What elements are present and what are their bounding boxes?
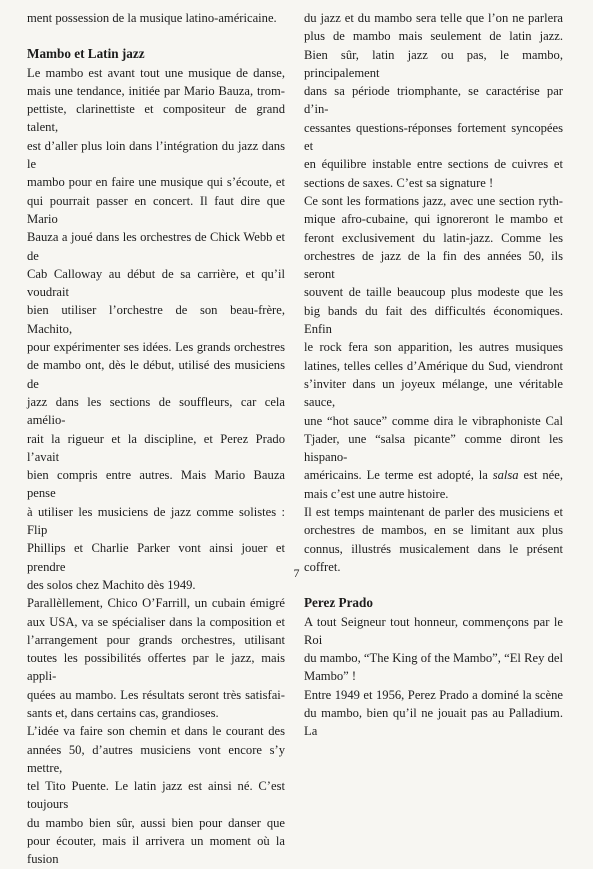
text-line: pour écouter, mais il arrivera un moment où la fusion	[27, 834, 285, 867]
text-line: jazz dans les sections de souffleurs, car cela amélio-	[27, 394, 285, 428]
text-line: latines, telles celles d’Amérique du Sud, viendront	[304, 358, 563, 373]
text-line: Il est temps maintenant de parler des musiciens et	[304, 505, 563, 520]
left-column	[27, 9, 285, 869]
text-line: coffret.	[304, 559, 341, 574]
italic-salsa: salsa	[492, 468, 519, 483]
paragraph	[27, 64, 285, 595]
text-line: Phillips et Charlie Parker vont ainsi jouer et prendre	[27, 541, 285, 574]
text-line: du mambo bien sûr, aussi bien pour danser que	[27, 815, 285, 830]
text-line: toutes les possibilités offertes par le jazz, mais appli-	[27, 651, 285, 684]
text-line: orchestres de mambos, en se limitant aux plus	[304, 523, 563, 538]
paragraph	[304, 9, 563, 192]
text-line: feront exclusivement du latin-jazz. Comme les	[304, 230, 563, 245]
text-line: plus de mambo mais seulement de latin jazz.	[304, 29, 563, 44]
text-line: Bien sûr, latin jazz ou pas, le mambo, principalement	[304, 47, 563, 80]
text-line: dans sa période triomphante, se caractérise par d’in-	[304, 84, 563, 117]
text-line: l’arrangement pour grands orchestres, utilisant	[27, 632, 285, 647]
section-heading-perez-prado: Perez Prado	[304, 595, 373, 611]
text-line: des solos chez Machito dès 1949.	[27, 577, 196, 592]
text-line: sections de saxes. C’est sa signature !	[304, 175, 494, 190]
text-line: est d’aller plus loin dans l’intégration du jazz dans le	[27, 138, 285, 172]
text-line: en équilibre instable entre sections de cuivres et	[304, 157, 563, 172]
text-line: tel Tito Puente. Le latin jazz est ainsi né. C’est toujours	[27, 779, 285, 812]
text-line: quées au mambo. Les résultats seront très satisfai-	[27, 687, 285, 702]
text-line: connus, illustrés musicalement dans le présent	[304, 541, 563, 556]
text-line: mambo pour en faire une musique qui s’écoute, et	[27, 175, 285, 190]
text-line: du jazz et du mambo sera telle que l’on ne parlera	[304, 11, 563, 25]
text-line: orchestres de jazz de la fin des années 50, ils seront	[304, 248, 563, 282]
text-line: Tjader, une “salsa picante” comme diront les hispano-	[304, 431, 563, 465]
text-line: souvent de taille beaucoup plus modeste que les	[304, 285, 563, 300]
right-column	[304, 9, 563, 741]
text-line: Ce sont les formations jazz, avec une section ryth-	[304, 193, 563, 208]
text-line: Entre 1949 et 1956, Perez Prado a dominé la scène	[304, 687, 563, 702]
text-line: à utiliser les musiciens de jazz comme solistes : Flip	[27, 504, 285, 538]
text-line: une “hot sauce” comme dira le vibraphoniste Cal	[304, 413, 563, 428]
text-line: Bauza a joué dans les orchestres de Chick Webb et de	[27, 230, 285, 263]
text-line: le rock fera son apparition, les autres musiques	[304, 340, 563, 355]
paragraph	[304, 613, 563, 686]
text-line: Parallèllement, Chico O’Farrill, un cubain émigré	[27, 596, 285, 611]
text-line: du mambo, bien qu’il ne jouait pas au Palladium. La	[304, 705, 563, 739]
section-heading-mambo-latin-jazz: Mambo et Latin jazz	[27, 46, 145, 62]
page-number: 7	[293, 566, 300, 580]
text-line: pettiste, clarinettiste et compositeur de grand talent,	[27, 102, 285, 135]
paragraph	[27, 594, 285, 722]
paragraph	[304, 686, 563, 741]
text-line: pour expérimenter ses idées. Les grands orchestres	[27, 340, 285, 355]
text-line: bien utiliser l’orchestre de son beau-frère, Machito,	[27, 303, 285, 336]
text-line: du mambo, “The King of the Mambo”, “El Rey del	[304, 651, 563, 666]
paragraph	[27, 722, 285, 868]
text-line: L’idée va faire son chemin et dans le courant des	[27, 724, 285, 739]
text-line: s’inviter dans un joyeux mélange, une véritable sauce,	[304, 376, 563, 410]
text-line: Mambo” !	[304, 669, 357, 684]
text-line: bien compris entre autres. Mais Mario Bauza pense	[27, 468, 285, 501]
text-line: A tout Seigneur tout honneur, commençons par le Roi	[304, 614, 563, 647]
text-line: sants et, dans certains cas, grandioses.	[27, 705, 219, 720]
text-line: big bands du fait des difficultés économiques. Enfin	[304, 303, 563, 337]
text-line: années 50, d’autres musiciens vont encore s’y mettre,	[27, 742, 285, 775]
text-line: Cab Calloway au début de sa carrière, et qu’il voudrait	[27, 266, 285, 300]
text-line: mais c’est une autre histoire.	[304, 486, 449, 501]
salsa-line	[304, 466, 563, 484]
text-run: américains. Le terme est adopté, la	[304, 468, 493, 483]
text-line: de mambo ont, dès le début, utilisé des musiciens de	[27, 358, 285, 391]
text-line: rait la rigueur et la discipline, et Perez Prado l’avait	[27, 431, 285, 464]
text-run: est née,	[518, 468, 563, 483]
text-line: mique afro-cubaine, qui ignoreront le mambo et	[304, 212, 563, 227]
text-line: cessantes questions-réponses fortement syncopées et	[304, 120, 563, 154]
text-line: Le mambo est avant tout une musique de danse,	[27, 65, 285, 80]
text-line: aux USA, va se spécialiser dans la composition et	[27, 614, 285, 629]
paragraph	[304, 192, 563, 503]
intro-line: ment possession de la musique latino-américaine.	[27, 11, 277, 25]
text-line: mais une tendance, initiée par Mario Bauza, trom-	[27, 83, 285, 98]
text-line: qui pourrait passer en concert. Il faut dire que Mario	[27, 193, 285, 226]
